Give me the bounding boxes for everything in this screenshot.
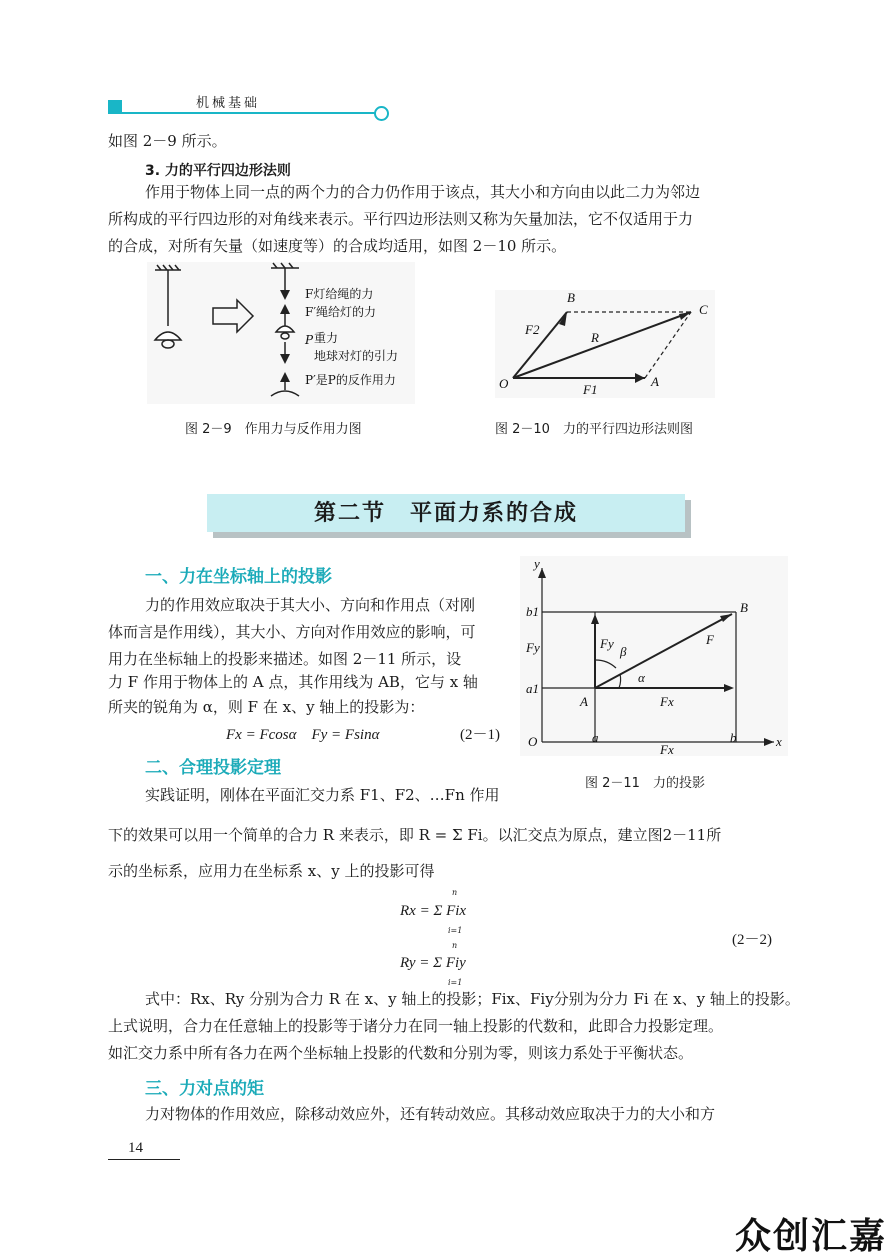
sec2-line-3: 示的坐标系，应用力在坐标系 x、y 上的投影可得 bbox=[108, 862, 435, 880]
header-circle bbox=[374, 106, 389, 121]
fig29-label-pprime: P′是P的反作用力 bbox=[305, 373, 396, 387]
fig210-label-o: O bbox=[499, 376, 509, 391]
item3-line-3: 的合成，对所有矢量（如速度等）的合成均适用，如图 2－10 所示。 bbox=[108, 237, 567, 255]
section-banner: 第二节 平面力系的合成 bbox=[207, 494, 685, 532]
sec2-line-2: 下的效果可以用一个简单的合力 R 来表示，即 R = Σ Fi。以汇交点为原点，建立图2－11所 bbox=[108, 826, 722, 844]
eqnum-2-1: (2－1) bbox=[460, 727, 500, 743]
sec1-line-5: 所夹的锐角为 α，则 F 在 x、y 轴上的投影为： bbox=[108, 698, 425, 716]
fig211-label-f: F bbox=[706, 632, 714, 647]
fig29-label-p: P bbox=[305, 333, 314, 347]
sec2-para-line-3: 如汇交力系中所有各力在两个坐标轴上投影的代数和分别为零，则该力系处于平衡状态。 bbox=[108, 1044, 694, 1062]
fig210-label-f2: F2 bbox=[525, 322, 540, 337]
fig211-label-alpha: α bbox=[638, 670, 645, 685]
fig210-label-r: R bbox=[591, 330, 599, 345]
formula-ry: Ry = Σ Fiy bbox=[400, 955, 466, 971]
fig210-label-a: A bbox=[651, 374, 659, 389]
fig29-caption: 图 2－9 作用力与反作用力图 bbox=[185, 422, 362, 437]
page-number: 14 bbox=[128, 1140, 143, 1156]
fig29-label-fprime: F′绳给灯的力 bbox=[305, 305, 377, 319]
figure-2-9 bbox=[147, 262, 415, 404]
figure-2-11 bbox=[520, 556, 788, 756]
eqnum-2-2: (2－2) bbox=[732, 932, 772, 948]
item3-line-1: 作用于物体上同一点的两个力的合力仍作用于该点，其大小和方向由以此二力为邻边 bbox=[145, 183, 701, 201]
fig211-label-beta: β bbox=[620, 644, 627, 659]
fig211-label-y: y bbox=[534, 556, 540, 571]
sec1-line-1: 力的作用效应取决于其大小、方向和作用点（对刚 bbox=[145, 596, 476, 614]
fig211-label-fx-axis: Fx bbox=[660, 742, 674, 756]
section3-title: 三、力对点的矩 bbox=[145, 1079, 264, 1099]
fig211-label-x: x bbox=[776, 734, 782, 749]
sec2-para-line-2: 上式说明，合力在任意轴上的投影等于诸分力在同一轴上投影的代数和，此即合力投影定理。 bbox=[108, 1017, 724, 1035]
formula-2-1: Fx = Fcosα Fy = Fsinα bbox=[226, 727, 380, 743]
header-marker bbox=[108, 100, 122, 114]
fig29-label-f: F灯给绳的力 bbox=[305, 287, 374, 301]
fig211-label-fy: Fy bbox=[600, 636, 614, 651]
fig29-label-earth: 地球对灯的引力 bbox=[314, 349, 399, 363]
rx-sum-top: n bbox=[452, 888, 458, 897]
sec1-line-2: 体而言是作用线），其大小、方向对作用效应的影响，可 bbox=[108, 623, 476, 641]
header-rule bbox=[122, 112, 376, 114]
figure-2-10 bbox=[495, 290, 715, 398]
fig211-label-fy-axis: Fy bbox=[526, 640, 540, 655]
fig210-caption: 图 2－10 力的平行四边形法则图 bbox=[495, 422, 693, 437]
sec3-line-1: 力对物体的作用效应，除移动效应外，还有转动效应。其移动效应取决于力的大小和方 bbox=[145, 1105, 716, 1123]
rx-sum-bottom: i=1 bbox=[448, 926, 463, 935]
section1-title: 一、力在坐标轴上的投影 bbox=[145, 567, 332, 587]
fig210-label-f1: F1 bbox=[583, 382, 598, 397]
sec1-line-4: 力 F 作用于物体上的 A 点，其作用线为 AB，它与 x 轴 bbox=[108, 673, 478, 691]
fig210-label-c: C bbox=[699, 302, 708, 317]
fig210-label-b: B bbox=[567, 290, 575, 305]
fig211-label-a1: a1 bbox=[526, 681, 539, 696]
fig211-label-o: O bbox=[528, 734, 538, 749]
fig211-caption: 图 2－11 力的投影 bbox=[585, 776, 705, 791]
ry-sum-top: n bbox=[452, 941, 458, 950]
formula-rx: Rx = Σ Fix bbox=[400, 903, 467, 919]
intro-line: 如图 2－9 所示。 bbox=[108, 132, 227, 150]
fig211-label-a: a bbox=[592, 730, 599, 745]
fig211-label-fx: Fx bbox=[660, 694, 674, 709]
sec2-line-1: 实践证明，刚体在平面汇交力系 F1、F2、…Fn 作用 bbox=[145, 786, 500, 804]
ry-sum-bottom: i=1 bbox=[448, 978, 463, 987]
fig211-label-b1: b1 bbox=[526, 604, 539, 619]
fig29-label-gravity: 重力 bbox=[314, 331, 339, 345]
watermark-logo: 众创汇嘉 bbox=[735, 1216, 888, 1257]
fig211-label-bpoint: B bbox=[740, 600, 748, 615]
item3-title: 3. 力的平行四边形法则 bbox=[145, 163, 291, 179]
section2-title: 二、合理投影定理 bbox=[145, 758, 281, 778]
sec1-line-3: 用力在坐标轴上的投影来描述。如图 2－11 所示，设 bbox=[108, 650, 462, 668]
sec2-para-line-1: 式中：Rx、Ry 分别为合力 R 在 x、y 轴上的投影；Fix、Fiy分别为分力 Fi 在 x、y 轴上的投影。 bbox=[145, 990, 800, 1008]
fig211-label-apoint: A bbox=[580, 694, 588, 709]
fig211-label-b: b bbox=[730, 730, 737, 745]
running-title: 机械基础 bbox=[196, 96, 261, 111]
page-number-rule bbox=[108, 1159, 180, 1160]
item3-line-2: 所构成的平行四边形的对角线来表示。平行四边形法则又称为矢量加法，它不仅适用于力 bbox=[108, 210, 694, 228]
